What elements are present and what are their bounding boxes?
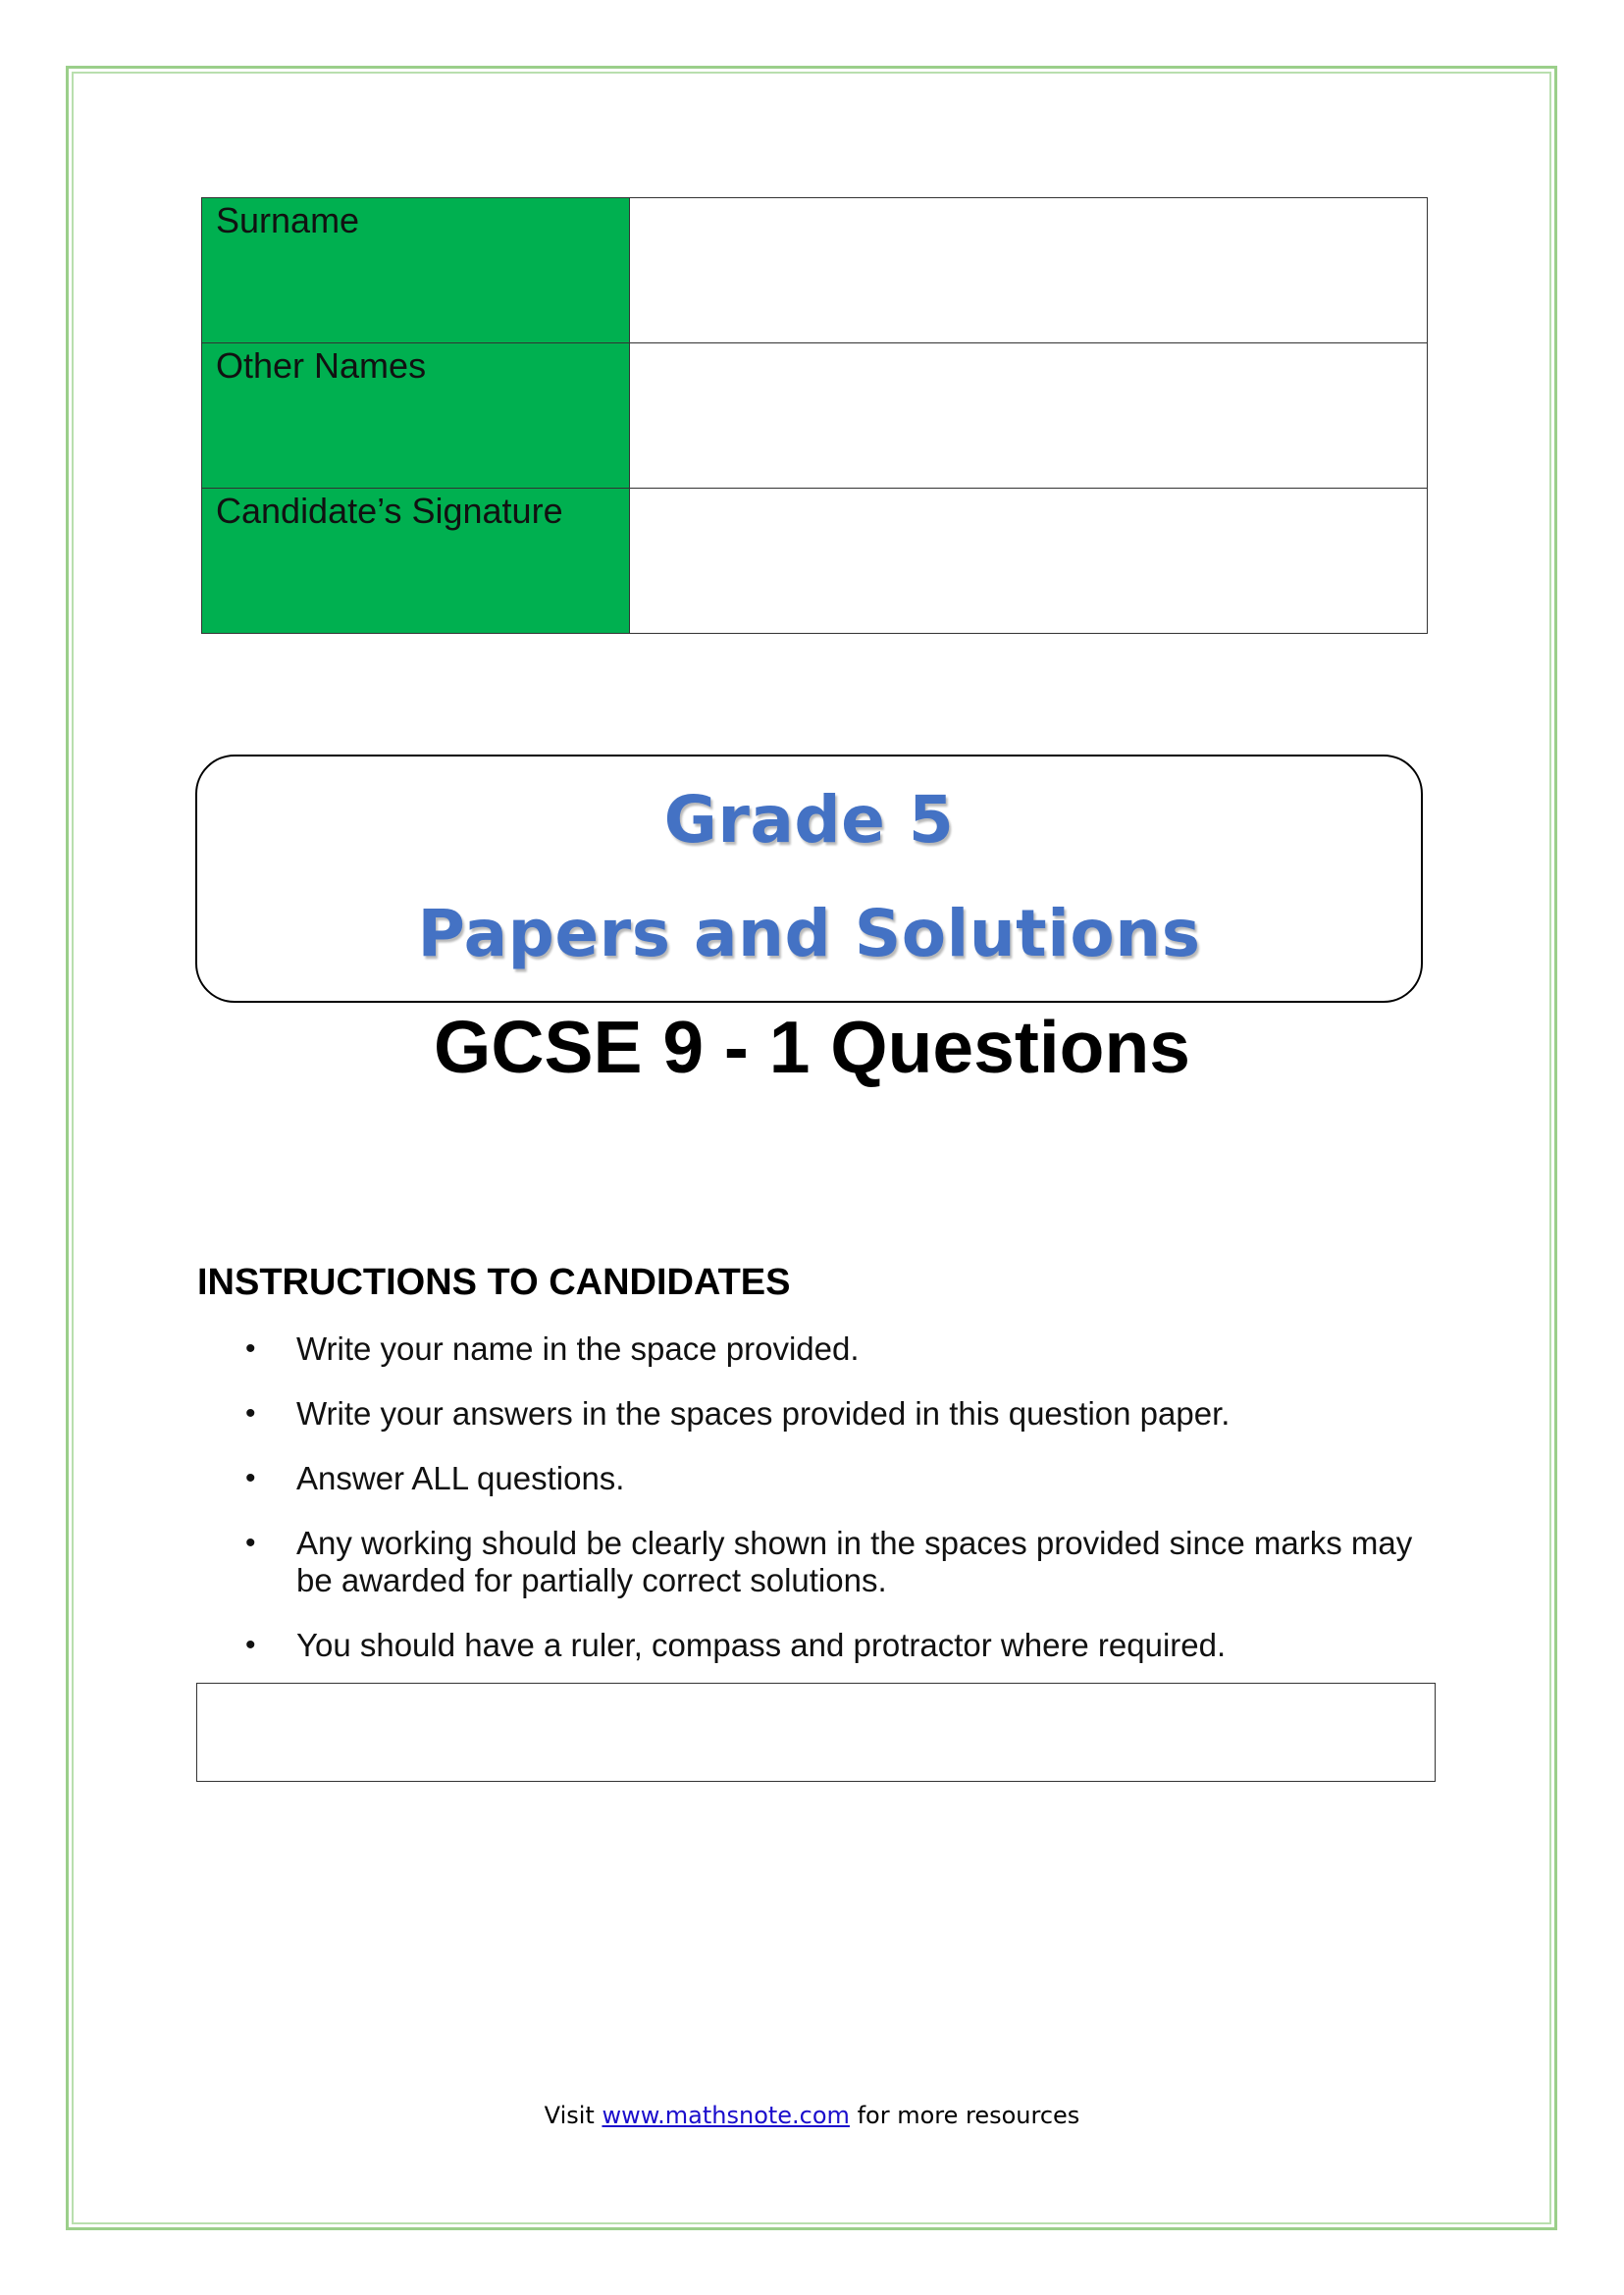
- table-row: [202, 198, 1428, 343]
- footer-suffix: for more resources: [857, 2102, 1080, 2129]
- bullet-icon: •: [245, 1397, 256, 1430]
- list-item: [245, 1525, 1442, 1599]
- other-names-label: Other Names: [202, 343, 630, 489]
- title-box: [195, 755, 1423, 1003]
- list-item: [245, 1395, 1442, 1433]
- instruction-text: Write your name in the space provided.: [296, 1330, 860, 1367]
- instruction-text: Any working should be clearly shown in the spaces provided since marks may be awarded for partially correct solutions.: [296, 1525, 1413, 1598]
- page-title: GCSE 9 - 1 Questions: [433, 1006, 1191, 1088]
- instruction-text: Write your answers in the spaces provided in this question paper.: [296, 1395, 1231, 1432]
- candidate-details-table: [201, 197, 1428, 634]
- table-row: [202, 343, 1428, 489]
- bullet-icon: •: [245, 1629, 256, 1661]
- list-item: [245, 1460, 1442, 1497]
- blank-answer-box: [196, 1683, 1436, 1782]
- papers-solutions-title: Papers and Solutions: [417, 896, 1201, 971]
- other-names-field[interactable]: [630, 343, 1428, 489]
- grade-title: Grade 5: [663, 782, 955, 858]
- bullet-icon: •: [245, 1527, 256, 1559]
- instructions-heading: INSTRUCTIONS TO CANDIDATES: [197, 1262, 791, 1303]
- list-item: [245, 1330, 1442, 1368]
- surname-field[interactable]: [630, 198, 1428, 343]
- footer-prefix: Visit: [544, 2102, 595, 2129]
- bullet-icon: •: [245, 1332, 256, 1365]
- instruction-text: Answer ALL questions.: [296, 1460, 625, 1496]
- surname-label: Surname: [202, 198, 630, 343]
- footer: [0, 2102, 1624, 2129]
- instructions-list: [245, 1330, 1442, 1692]
- list-item: [245, 1627, 1442, 1664]
- signature-label: Candidate’s Signature: [202, 489, 630, 634]
- signature-field[interactable]: [630, 489, 1428, 634]
- mathsnote-link[interactable]: www.mathsnote.com: [602, 2102, 850, 2129]
- instruction-text: You should have a ruler, compass and protractor where required.: [296, 1627, 1227, 1663]
- bullet-icon: •: [245, 1462, 256, 1494]
- table-row: [202, 489, 1428, 634]
